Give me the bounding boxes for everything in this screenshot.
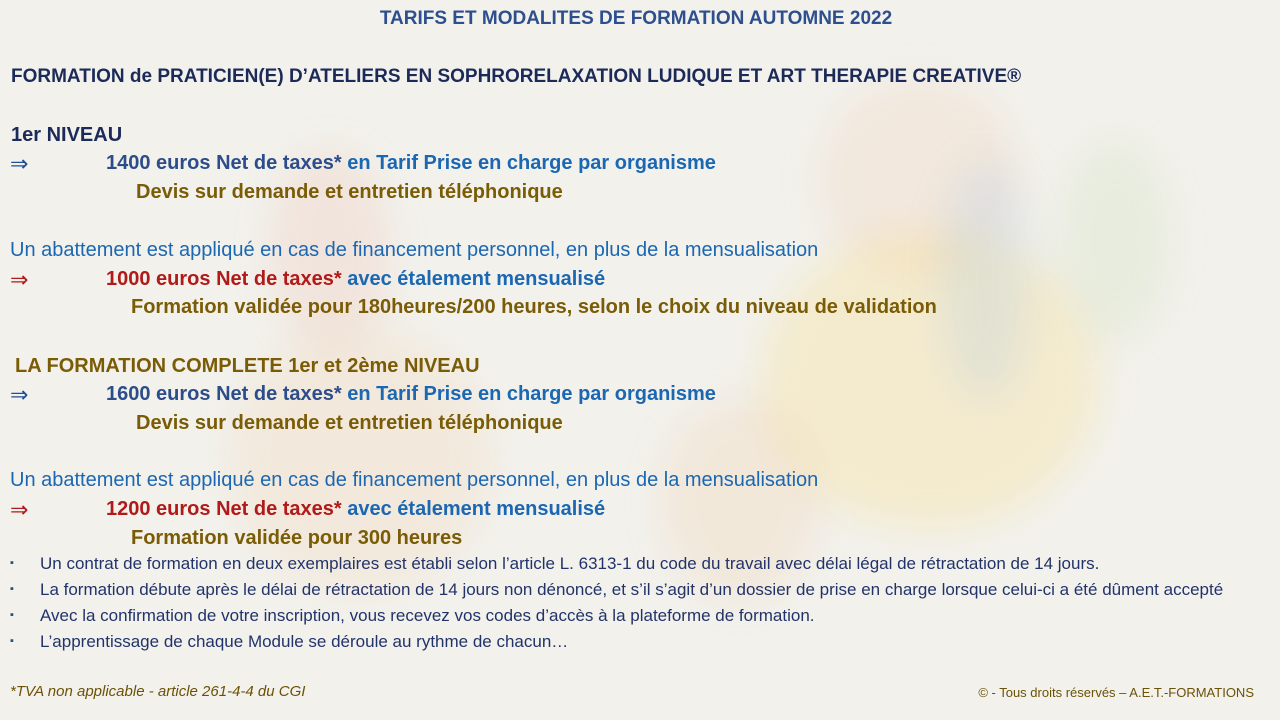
page-title: TARIFS ET MODALITES DE FORMATION AUTOMNE 2022 xyxy=(379,8,893,29)
level1-offer1-detail: Devis sur demande et entretien téléphonique xyxy=(136,181,563,203)
right-double-arrow-icon: ⇒ xyxy=(10,497,29,522)
level2-offer1-price: 1600 euros Net de taxes* xyxy=(106,383,342,405)
right-double-arrow-icon: ⇒ xyxy=(10,151,29,176)
list-item-text: L’apprentissage de chaque Module se déroule au rythme de chacun… xyxy=(40,632,569,651)
square-bullet-icon: ▪ xyxy=(10,609,14,621)
square-bullet-icon: ▪ xyxy=(10,635,14,647)
level1-offer1-line xyxy=(106,152,716,175)
level1-offer2-suffix: avec étalement mensualisé xyxy=(341,268,606,290)
square-bullet-icon: ▪ xyxy=(10,583,14,595)
level1-offer2-line xyxy=(106,268,605,291)
right-double-arrow-icon: ⇒ xyxy=(10,382,29,407)
level2-offer1-suffix: en Tarif Prise en charge par organisme xyxy=(341,383,716,405)
list-item-text: Un contrat de formation en deux exemplaires est établi selon l’article L. 6313-1 du code du travail avec délai légal de rétractation de 14 jours. xyxy=(40,554,1100,573)
level2-offer1-detail: Devis sur demande et entretien téléphonique xyxy=(136,412,563,434)
level2-offer2-price: 1200 euros Net de taxes* xyxy=(106,498,342,520)
level1-offer1-suffix: en Tarif Prise en charge par organisme xyxy=(341,152,716,174)
course-heading: FORMATION de PRATICIEN(E) D’ATELIERS EN SOPHRORELAXATION LUDIQUE ET ART THERAPIE CREATIVE® xyxy=(11,66,1022,87)
level2-financing-note: Un abattement est appliqué en cas de financement personnel, en plus de la mensualisation xyxy=(10,469,819,491)
level2-offer2-suffix: avec étalement mensualisé xyxy=(341,498,606,520)
level2-offer1-line xyxy=(106,383,716,406)
list-item xyxy=(10,630,1260,653)
level2-offer2-line xyxy=(106,498,605,521)
tax-footnote: *TVA non applicable - article 261-4-4 du CGI xyxy=(10,683,306,700)
level2-label: LA FORMATION COMPLETE 1er et 2ème NIVEAU xyxy=(15,355,480,377)
list-item xyxy=(10,552,1260,575)
square-bullet-icon: ▪ xyxy=(10,557,14,569)
level1-offer2-detail: Formation validée pour 180heures/200 heures, selon le choix du niveau de validation xyxy=(131,296,937,318)
conditions-list xyxy=(10,552,1260,656)
level1-label: 1er NIVEAU xyxy=(11,124,123,146)
list-item-text: Avec la confirmation de votre inscription, vous recevez vos codes d’accès à la plateforme de formation. xyxy=(40,606,815,625)
right-double-arrow-icon: ⇒ xyxy=(10,267,29,292)
list-item xyxy=(10,604,1260,627)
level1-offer1-price: 1400 euros Net de taxes* xyxy=(106,152,342,174)
list-item-text: La formation débute après le délai de rétractation de 14 jours non dénoncé, et s’il s’agit d’un dossier de prise en charge lorsque celui-ci a été dûment accepté xyxy=(40,580,1224,599)
list-item xyxy=(10,578,1260,601)
level2-offer2-detail: Formation validée pour 300 heures xyxy=(131,527,463,549)
copyright-notice: © - Tous droits réservés – A.E.T.-FORMATIONS xyxy=(978,685,1254,700)
level1-financing-note: Un abattement est appliqué en cas de financement personnel, en plus de la mensualisation xyxy=(10,239,819,261)
level1-offer2-price: 1000 euros Net de taxes* xyxy=(106,268,342,290)
